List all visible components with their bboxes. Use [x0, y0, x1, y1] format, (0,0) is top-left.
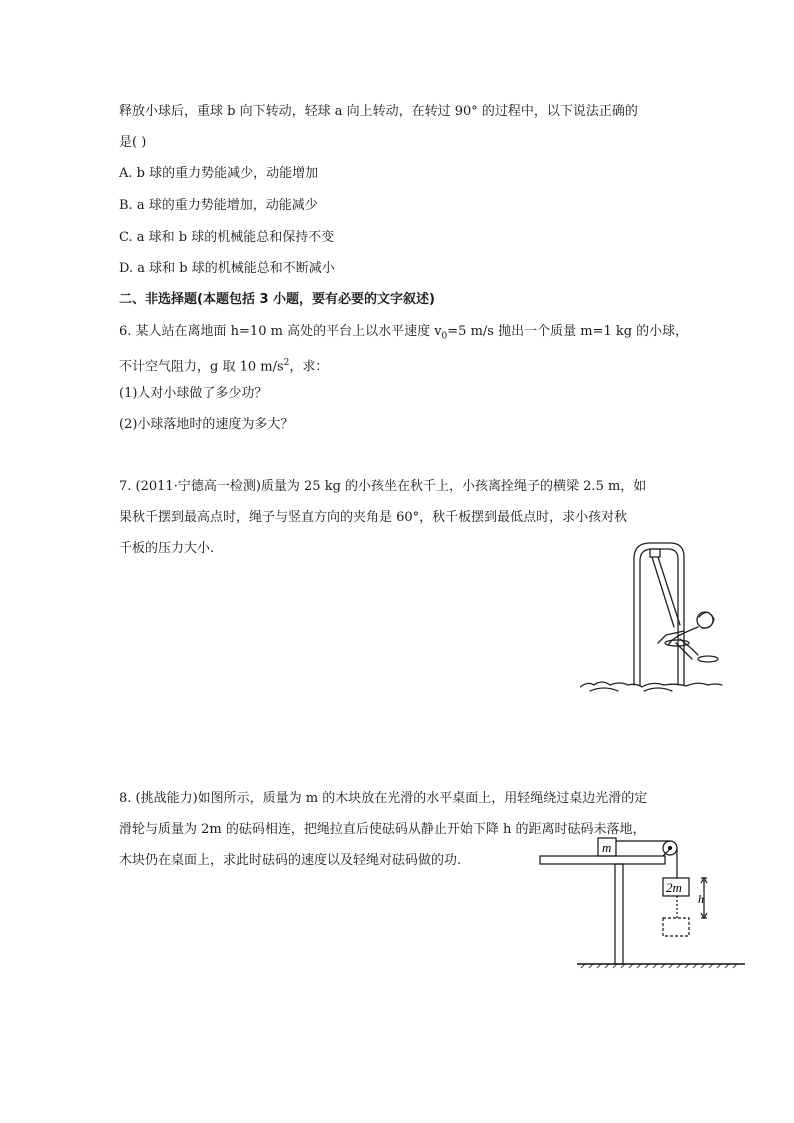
- swing-frame-inner: [640, 549, 678, 685]
- table-leg: [615, 864, 623, 964]
- swing-rope-1: [652, 557, 674, 627]
- q6-line1-sub: 0: [441, 331, 448, 342]
- swing-bracket: [650, 549, 660, 557]
- weight-final-position: [663, 918, 689, 936]
- pulley-axle: [669, 847, 672, 850]
- table-top: [540, 856, 665, 864]
- q6-line1: [119, 323, 688, 346]
- q6-line2-pre: 不计空气阻力，g 取 10 m/s: [119, 359, 284, 375]
- ground-tuft-1: [590, 688, 618, 691]
- q8-line2: 滑轮与质量为 2m 的砝码相连，把绳拉直后使砝码从静止开始下降 h 的距离时砝码未落地，: [119, 822, 646, 837]
- q7-line2: 果秋千摆到最高点时，绳子与竖直方向的夹角是 60°，秋千板摆到最低点时，求小孩对秋: [119, 510, 628, 525]
- ground-tuft-2: [644, 688, 672, 691]
- q5-line2: 是( ): [119, 135, 147, 150]
- section-heading: 二、非选择题(本题包括 3 小题，要有必要的文字叙述): [119, 292, 435, 307]
- q5-option-c: C. a 球和 b 球的机械能总和保持不变: [119, 230, 335, 245]
- child-shoe: [698, 656, 718, 662]
- child-leg-1: [680, 639, 698, 655]
- q8-line3: 木块仍在桌面上，求此时砝码的速度以及轻绳对砝码做的功.: [119, 853, 462, 868]
- q5-option-a: A. b 球的重力势能减少，动能增加: [119, 166, 319, 181]
- swing-rope-2: [658, 557, 680, 625]
- q5-option-d: D. a 球和 b 球的机械能总和不断减小: [119, 261, 335, 276]
- weight-2m-label: 2m: [666, 880, 682, 895]
- q6-line2-sup: 2: [283, 358, 290, 368]
- q5-line1: 释放小球后，重球 b 向下转动，轻球 a 向上转动，在转过 90° 的过程中，以下说法正确的: [119, 104, 638, 119]
- q6-line2-post: ，求：: [289, 359, 329, 375]
- q5-option-b: B. a 球的重力势能增加，动能减少: [119, 198, 318, 213]
- q7-line1: 7. (2011·宁德高一检测)质量为 25 kg 的小孩坐在秋千上，小孩离拴绳子的横梁 2.5 m，如: [119, 479, 647, 494]
- q6-line1-pre: 6. 某人站在离地面 h=10 m 高处的平台上以水平速度 v: [119, 324, 442, 339]
- pulley-figure: [535, 830, 750, 975]
- q6-line2: [119, 354, 328, 376]
- block-m-label: m: [602, 840, 612, 855]
- swing-figure: [580, 535, 730, 695]
- child-hair: [699, 612, 714, 628]
- q6-part2: (2)小球落地时的速度为多大？: [119, 417, 294, 432]
- q6-part1: (1)人对小球做了多少功？: [119, 386, 268, 401]
- q6-line1-post: =5 m/s 抛出一个质量 m=1 kg 的小球，: [447, 324, 689, 339]
- q7-line3: 千板的压力大小.: [119, 541, 215, 556]
- ground-line: [580, 682, 722, 687]
- q8-line1: 8. (挑战能力)如图所示，质量为 m 的木块放在光滑的水平桌面上，用轻绳绕过桌边光滑的定: [119, 791, 648, 806]
- h-label: h: [698, 892, 704, 906]
